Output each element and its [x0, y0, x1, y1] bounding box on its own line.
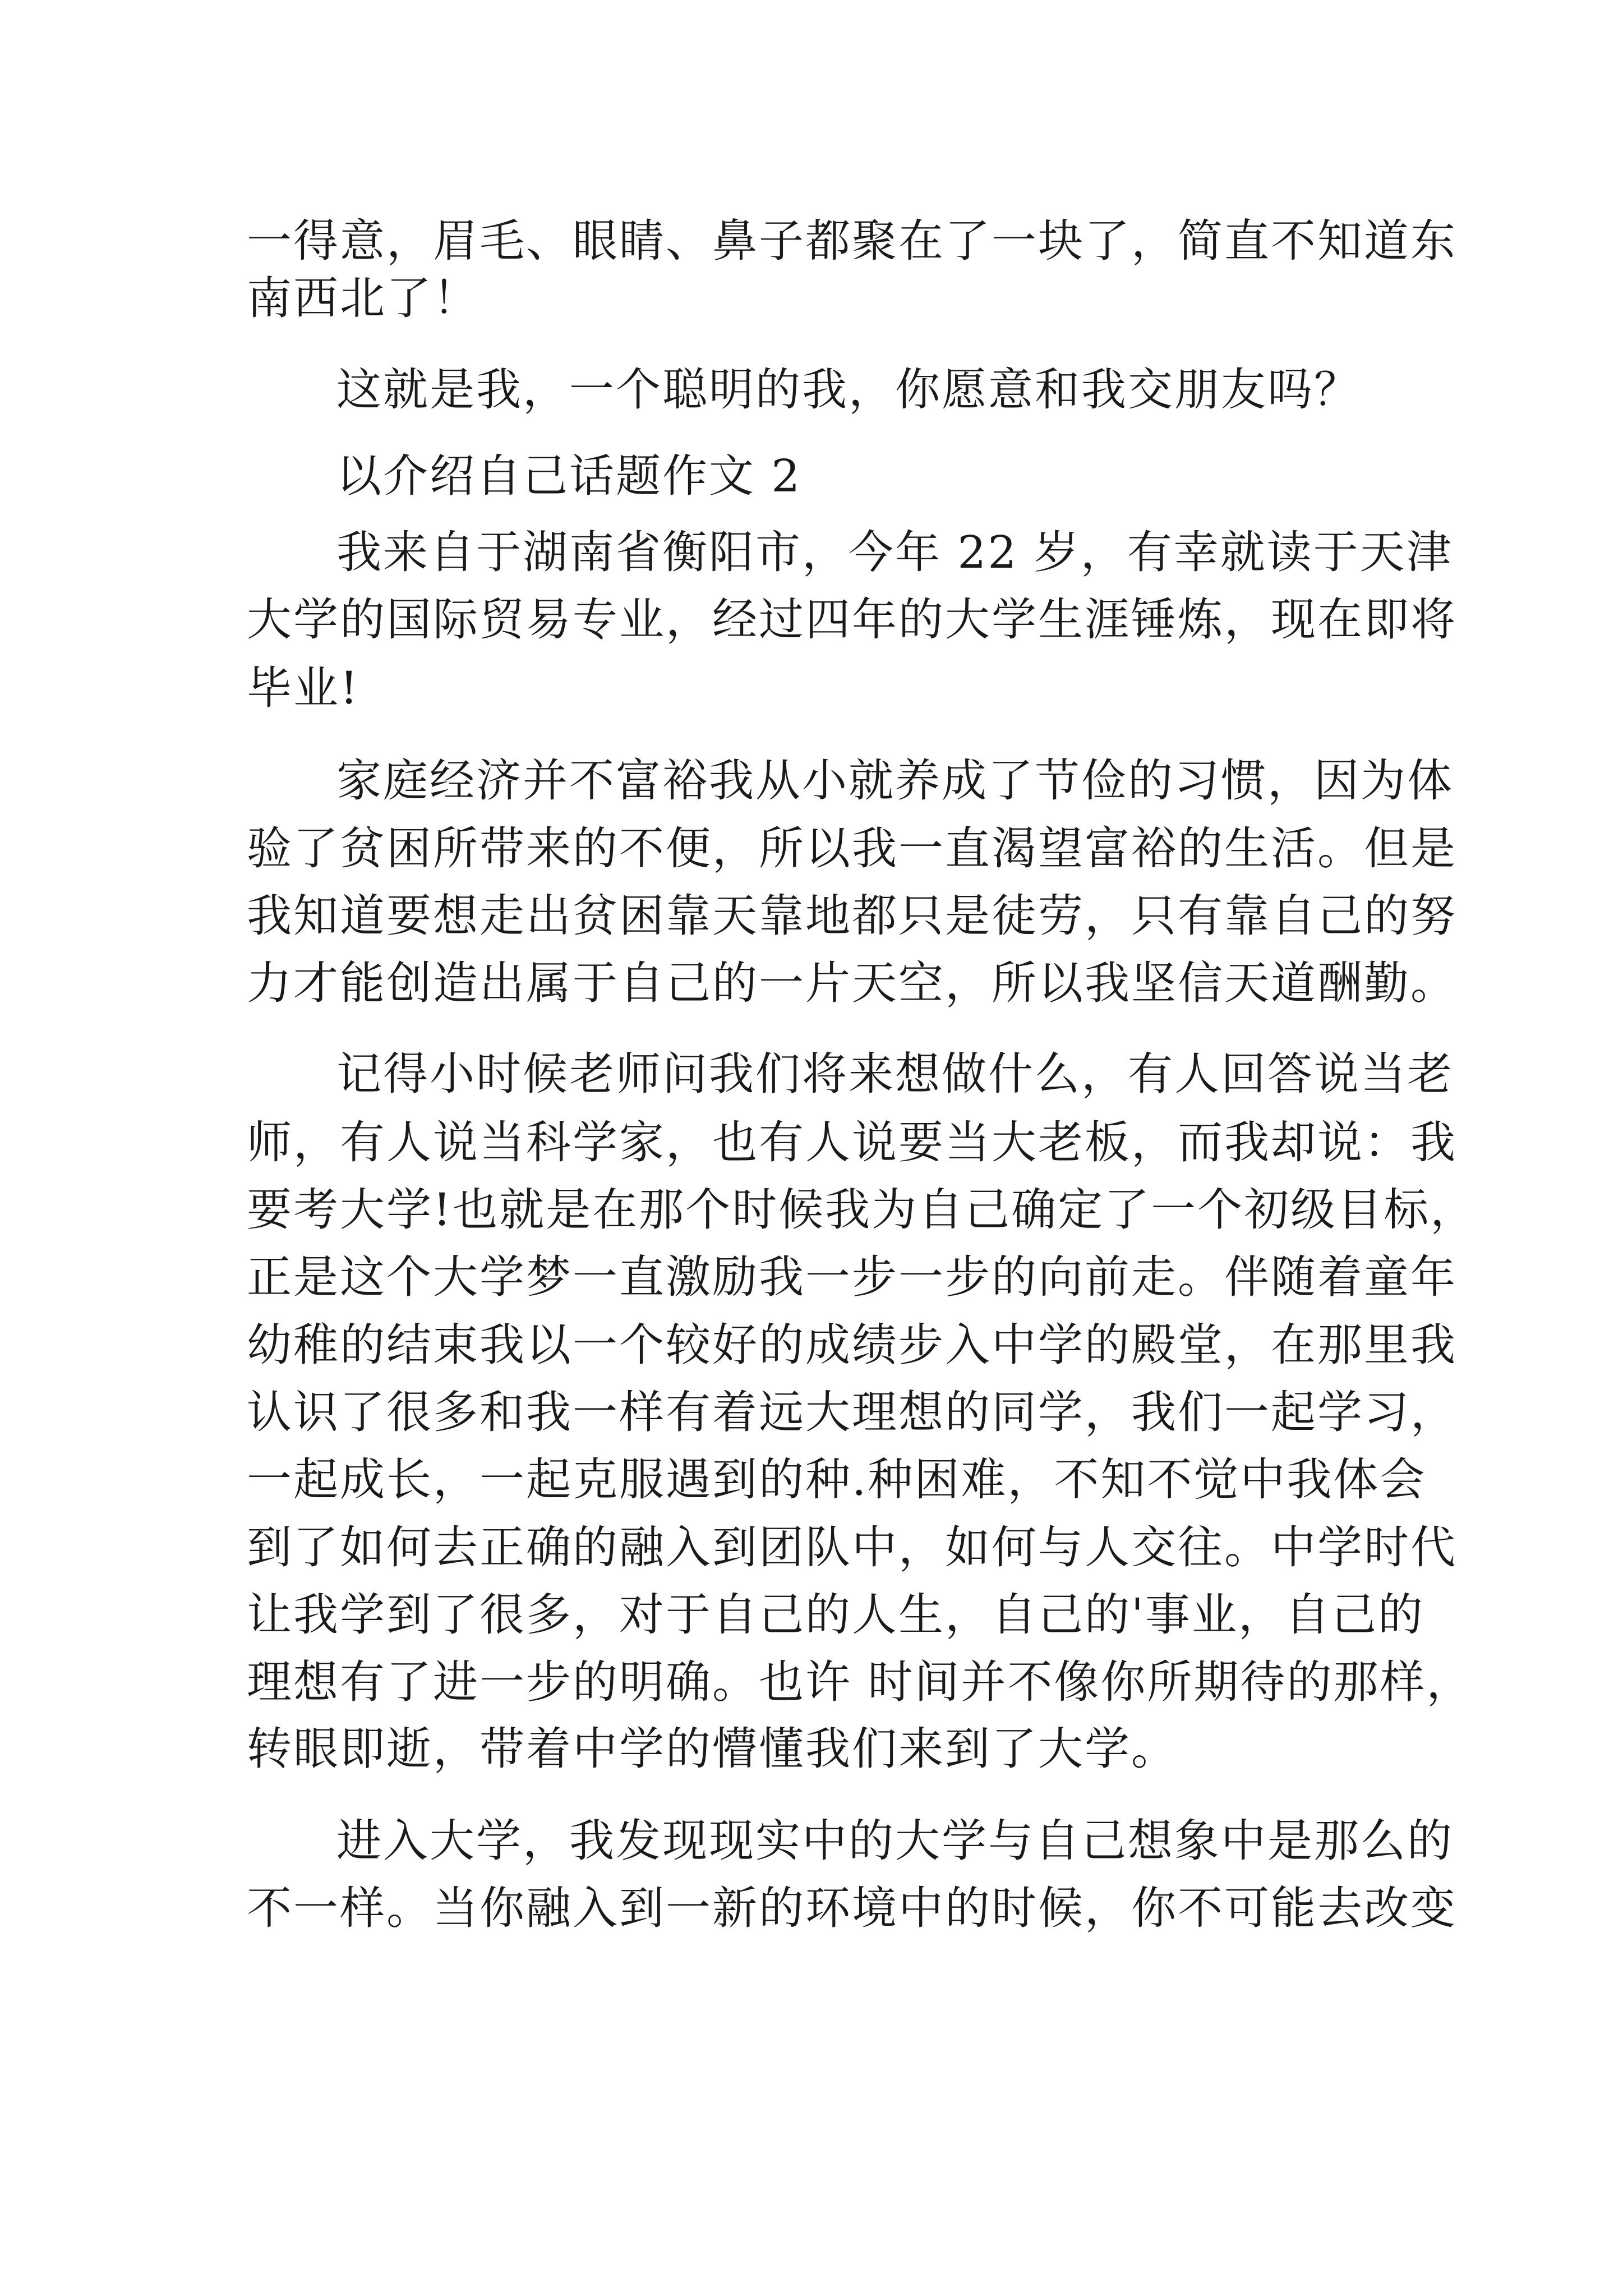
text-line: 正是这个大学梦一直激励我一步一步的向前走。伴随着童年: [247, 1251, 1457, 1303]
text-line: 幼稚的结束我以一个较好的成绩步入中学的殿堂，在那里我: [247, 1319, 1457, 1371]
text-line: 验了贫困所带来的不便，所以我一直渴望富裕的生活。但是: [247, 822, 1457, 875]
section-heading: 以介绍自己话题作文 2: [336, 450, 802, 502]
text-line: 到了如何去正确的融入到团队中，如何与人交往。中学时代: [247, 1521, 1457, 1573]
text-line: 进入大学，我发现现实中的大学与自己想象中是那么的: [336, 1815, 1454, 1867]
text-line: 家庭经济并不富裕我从小就养成了节俭的习惯，因为体: [336, 754, 1454, 807]
text-line: 我知道要想走出贫困靠天靠地都只是徒劳，只有靠自己的努: [247, 890, 1457, 942]
text-line: 师，有人说当科学家，也有人说要当大老板，而我却说：我: [247, 1116, 1457, 1168]
text-line: 大学的国际贸易专业，经过四年的大学生涯锤炼，现在即将: [247, 593, 1457, 646]
text-line: 这就是我，一个聪明的我，你愿意和我交朋友吗？: [336, 364, 1361, 416]
text-line: 毕业!: [247, 662, 360, 714]
text-line: 认识了很多和我一样有着远大理想的同学，我们一起学习，: [247, 1386, 1457, 1438]
text-line: 我来自于湖南省衡阳市，今年 22 岁，有幸就读于天津: [336, 526, 1453, 578]
text-line: 一得意，眉毛、眼睛、鼻子都聚在了一块了，简直不知道东: [247, 215, 1457, 267]
text-line: 让我学到了很多，对于自己的人生，自己的'事业，自己的: [247, 1589, 1424, 1641]
text-line: 一起成长，一起克服遇到的种.种困难，不知不觉中我体会: [247, 1453, 1427, 1506]
text-line: 不一样。当你融入到一新的环境中的时候，你不可能去改变: [247, 1882, 1457, 1934]
text-line: 力才能创造出属于自己的一片天空，所以我坚信天道酬勤。: [247, 957, 1457, 1009]
text-line: 记得小时候老师问我们将来想做什么，有人回答说当老: [336, 1048, 1454, 1100]
text-line: 南西北了！: [247, 272, 479, 324]
text-line: 理想有了进一步的明确。也许 时间并不像你所期待的那样，: [247, 1656, 1473, 1708]
text-line: 转眼即逝，带着中学的懵懂我们来到了大学。: [247, 1723, 1178, 1775]
text-line: 要考大学!也就是在那个时候我为自己确定了一个初级目标，: [247, 1184, 1477, 1236]
